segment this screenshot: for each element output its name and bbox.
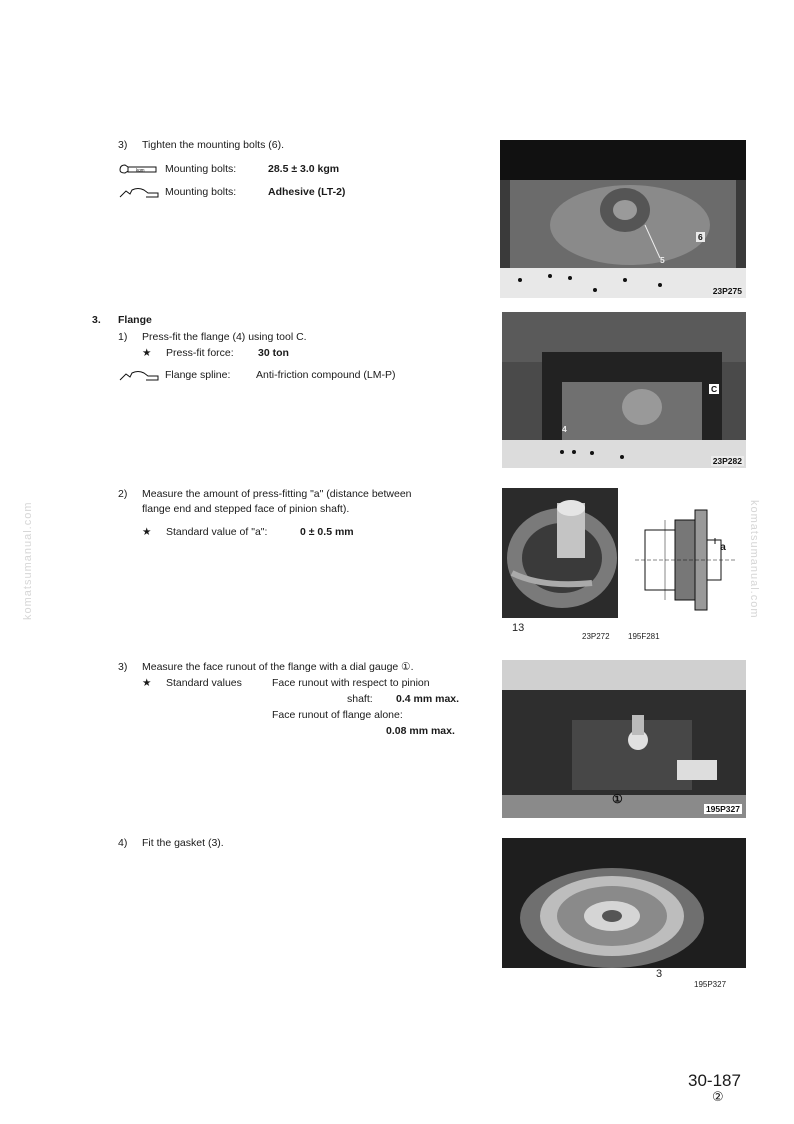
watermark-right: komatsumanual.com: [748, 500, 760, 619]
photo-code: 195P327: [705, 804, 740, 814]
torque-value: 28.5 ± 3.0 kgm: [268, 163, 340, 175]
runout-pinion-value: 0.4 mm max.: [396, 693, 460, 705]
runout-flange-line1: Face runout of flange alone:: [272, 709, 403, 721]
press-fit-value: 30 ton: [258, 347, 289, 359]
photo-callout: 6: [698, 232, 703, 242]
photo-callout: 3: [656, 968, 663, 980]
star-icon: ★: [142, 526, 152, 538]
photo-code: 23P272: [582, 632, 610, 641]
page-number: 30-187: [688, 1071, 741, 1090]
grease-tube-icon: [118, 368, 160, 382]
step-text: Press-fit the flange (4) using tool C.: [142, 331, 307, 343]
photo-code: 23P282: [712, 456, 742, 466]
standard-values-label: Standard values: [166, 677, 242, 689]
adhesive-tube-icon: [118, 185, 160, 199]
diagram-code: 195F281: [628, 632, 660, 641]
adhesive-value: Adhesive (LT-2): [268, 186, 346, 198]
step-number: 1): [118, 331, 128, 343]
section-title: Flange: [118, 314, 152, 326]
photo-code: 195P327: [694, 980, 727, 989]
step-number: 3): [118, 661, 128, 673]
step-number: 2): [118, 488, 128, 500]
runout-flange-value: 0.08 mm max.: [386, 725, 455, 737]
photo-gasket: [502, 838, 746, 968]
step-text: Measure the face runout of the flange with a dial gauge ①.: [142, 661, 414, 673]
star-icon: ★: [142, 677, 152, 689]
photo-code: 23P275: [712, 286, 742, 296]
torque-label: Mounting bolts:: [165, 163, 237, 175]
press-fit-label: Press-fit force:: [166, 347, 234, 359]
step-number: 3): [118, 139, 128, 151]
standard-value: 0 ± 0.5 mm: [300, 526, 354, 538]
watermark-left: komatsumanual.com: [22, 501, 34, 620]
svg-text:kgm: kgm: [136, 167, 145, 173]
section-number: 3.: [92, 314, 101, 326]
step-text: Tighten the mounting bolts (6).: [142, 139, 285, 151]
photo-press-fitting-amount: [502, 488, 618, 618]
runout-pinion-line1: Face runout with respect to pinion: [272, 677, 430, 689]
diagram-label: a: [720, 541, 726, 553]
compound-label: Flange spline:: [165, 369, 231, 381]
torque-wrench-icon: [118, 163, 158, 175]
standard-value-label: Standard value of "a":: [166, 526, 268, 538]
photo-callout: C: [711, 384, 718, 394]
photo-callout: ①: [612, 792, 623, 806]
photo-dial-gauge: [502, 660, 746, 818]
revision-mark: ②: [712, 1089, 724, 1104]
photo-callout: 4: [562, 424, 567, 434]
step-text: Fit the gasket (3).: [142, 837, 224, 849]
step-text-line2: flange end and stepped face of pinion shaft).: [142, 503, 350, 515]
photo-mounting-bolts: [500, 140, 746, 298]
photo-callout: 13: [512, 622, 525, 634]
step-text-line1: Measure the amount of press-fitting "a" (distance between: [142, 488, 412, 500]
photo-press-fit-flange: [502, 312, 746, 468]
compound-value: Anti-friction compound (LM-P): [256, 369, 396, 381]
flange-cross-section-diagram: [635, 500, 735, 620]
adhesive-label: Mounting bolts:: [165, 186, 237, 198]
runout-pinion-line2: shaft:: [347, 693, 373, 705]
step-number: 4): [118, 837, 128, 849]
star-icon: ★: [142, 347, 152, 359]
photo-callout: 5: [660, 255, 665, 265]
